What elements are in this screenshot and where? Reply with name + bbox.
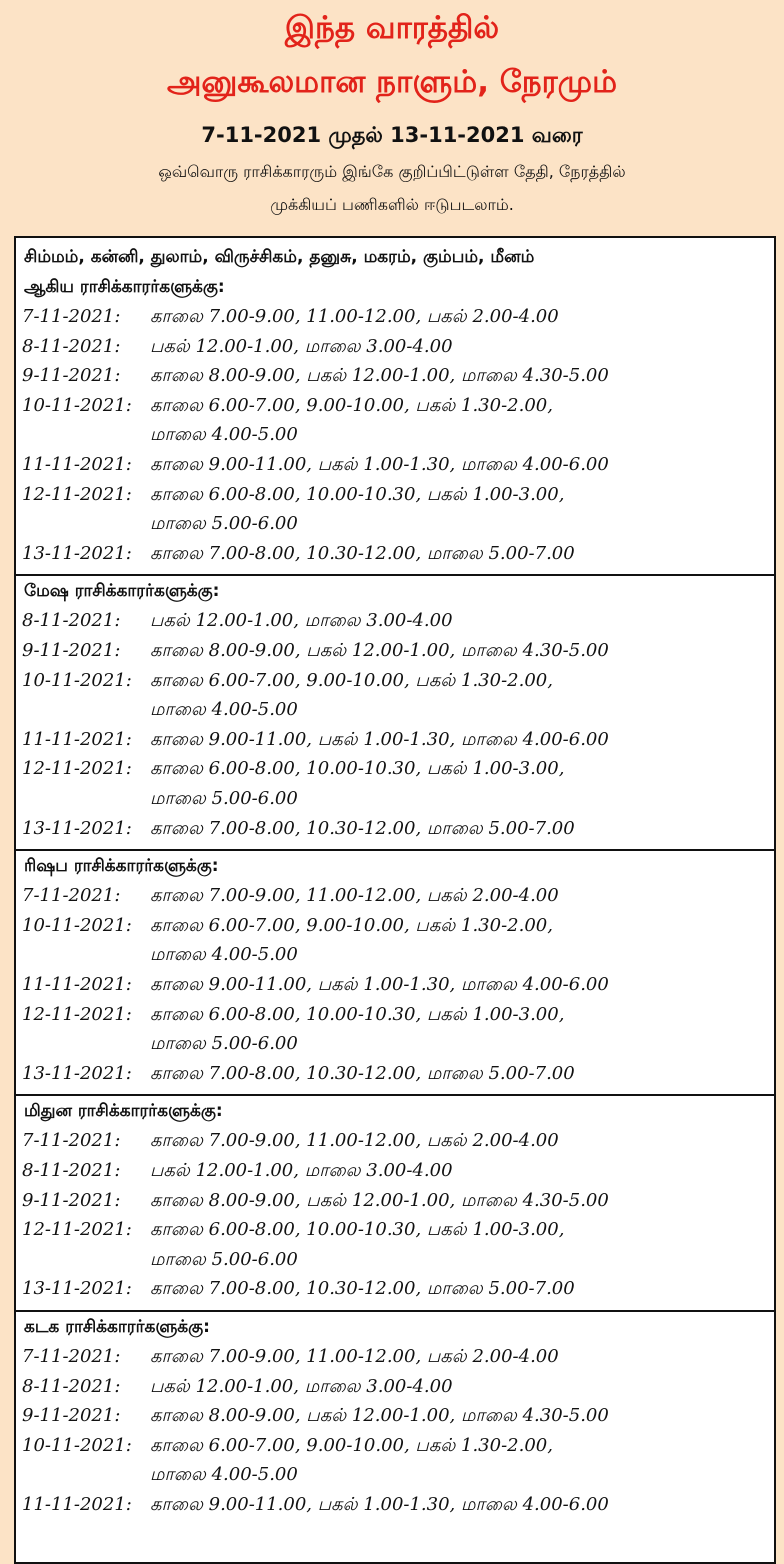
row-times: காலை 6.00-8.00, 10.00-10.30, பகல் 1.00-3.00, <box>150 1003 565 1025</box>
row-times: பகல் 12.00-1.00, மாலை 3.00-4.00 <box>150 1375 453 1397</box>
rasi-section <box>16 1310 774 1526</box>
schedule-row <box>16 1000 774 1030</box>
row-times: காலை 7.00-9.00, 11.00-12.00, பகல் 2.00-4.00 <box>150 1346 559 1367</box>
section-heading: சிம்மம், கன்னி, துலாம், விருச்சிகம், தனுசு, மகரம், கும்பம், மீனம் <box>24 247 535 267</box>
row-times: மாலை 5.00-6.00 <box>150 787 298 809</box>
row-times: காலை 6.00-7.00, 9.00-10.00, பகல் 1.30-2.00, <box>150 394 553 416</box>
rasi-section <box>16 1094 774 1310</box>
row-date: 7-11-2021: <box>22 1346 121 1367</box>
schedule-row <box>16 1029 774 1059</box>
row-times: மாலை 4.00-5.00 <box>150 944 298 966</box>
row-date: 12-11-2021: <box>22 758 132 780</box>
row-date: 10-11-2021: <box>22 914 132 936</box>
row-date: 8-11-2021: <box>22 1375 121 1397</box>
row-times: காலை 8.00-9.00, பகல் 12.00-1.00, மாலை 4.30-5.00 <box>150 1405 609 1427</box>
row-date: 13-11-2021: <box>22 542 132 564</box>
schedule-row <box>16 302 774 332</box>
schedule-row <box>16 695 774 725</box>
row-times: மாலை 4.00-5.00 <box>150 1464 298 1486</box>
title-line-1: இந்த வாரத்தில் <box>284 10 500 46</box>
rasi-section <box>16 574 774 849</box>
row-date: 9-11-2021: <box>22 365 121 387</box>
row-date: 11-11-2021: <box>22 454 132 475</box>
schedule-row <box>16 666 774 696</box>
schedule-row <box>16 911 774 941</box>
row-date: 9-11-2021: <box>22 1189 121 1211</box>
row-date: 7-11-2021: <box>22 306 121 327</box>
row-date: 11-11-2021: <box>22 973 132 995</box>
row-times: காலை 7.00-8.00, 10.30-12.00, மாலை 5.00-7.00 <box>150 817 575 839</box>
row-date: 10-11-2021: <box>22 669 132 691</box>
row-date: 8-11-2021: <box>22 335 121 357</box>
schedule-row <box>16 1490 774 1520</box>
schedule-row <box>16 1372 774 1402</box>
row-times: மாலை 5.00-6.00 <box>150 513 298 535</box>
row-times: காலை 7.00-9.00, 11.00-12.00, பகல் 2.00-4.00 <box>150 1130 559 1152</box>
schedule-row <box>16 509 774 539</box>
row-times: காலை 9.00-11.00, பகல் 1.00-1.30, மாலை 4.00-6.00 <box>150 1494 609 1515</box>
schedule-row <box>16 1215 774 1245</box>
row-times: காலை 6.00-7.00, 9.00-10.00, பகல் 1.30-2.00, <box>150 914 553 936</box>
row-date: 11-11-2021: <box>22 1494 132 1515</box>
row-date: 10-11-2021: <box>22 1434 132 1456</box>
schedule-row <box>16 450 774 480</box>
row-times: காலை 9.00-11.00, பகல் 1.00-1.30, மாலை 4.00-6.00 <box>150 728 609 750</box>
row-times: பகல் 12.00-1.00, மாலை 3.00-4.00 <box>150 335 453 357</box>
schedule-row <box>16 539 774 569</box>
row-date: 8-11-2021: <box>22 610 121 632</box>
schedule-row <box>16 332 774 362</box>
schedule-row <box>16 1460 774 1490</box>
schedule-row <box>16 814 774 844</box>
row-times: காலை 6.00-8.00, 10.00-10.30, பகல் 1.00-3.00, <box>150 758 565 780</box>
row-times: காலை 7.00-9.00, 11.00-12.00, பகல் 2.00-4.00 <box>150 885 559 907</box>
row-times: காலை 6.00-8.00, 10.00-10.30, பகல் 1.00-3.00, <box>150 483 565 505</box>
schedule-row <box>16 881 774 911</box>
row-times: மாலை 5.00-6.00 <box>150 1033 298 1055</box>
rasi-section <box>16 849 774 1094</box>
note-line-1: ஒவ்வொரு ராசிக்காரரும் இங்கே குறிப்பிட்டுள்ள தேதி, நேரத்தில் <box>158 162 626 181</box>
row-times: காலை 6.00-7.00, 9.00-10.00, பகல் 1.30-2.00, <box>150 669 553 691</box>
schedule-row <box>16 1059 774 1089</box>
schedule-box <box>14 236 776 1564</box>
title-line-2: அனுகூலமான நாளும், நேரமும் <box>166 64 618 100</box>
schedule-row <box>16 1245 774 1275</box>
row-times: பகல் 12.00-1.00, மாலை 3.00-4.00 <box>150 610 453 632</box>
row-times: காலை 6.00-8.00, 10.00-10.30, பகல் 1.00-3.00, <box>150 1219 565 1241</box>
row-date: 12-11-2021: <box>22 483 132 505</box>
row-times: காலை 7.00-8.00, 10.30-12.00, மாலை 5.00-7.00 <box>150 542 575 564</box>
section-heading: கடக ராசிக்காரர்களுக்கு: <box>24 1317 210 1337</box>
schedule-row <box>16 1126 774 1156</box>
schedule-row <box>16 391 774 421</box>
row-date: 9-11-2021: <box>22 1405 121 1427</box>
section-heading: ரிஷப ராசிக்காரர்களுக்கு: <box>24 856 219 877</box>
schedule-row <box>16 1156 774 1186</box>
row-times: காலை 9.00-11.00, பகல் 1.00-1.30, மாலை 4.00-6.00 <box>150 973 609 995</box>
row-times: மாலை 5.00-6.00 <box>150 1248 298 1270</box>
schedule-row <box>16 784 774 814</box>
row-times: பகல் 12.00-1.00, மாலை 3.00-4.00 <box>150 1159 453 1181</box>
section-heading-cont: ஆகிய ராசிக்காரர்களுக்கு: <box>24 277 225 297</box>
row-date: 11-11-2021: <box>22 728 132 750</box>
rasi-section <box>16 242 774 574</box>
schedule-row <box>16 1186 774 1216</box>
schedule-row <box>16 606 774 636</box>
row-date: 9-11-2021: <box>22 639 121 661</box>
row-date: 8-11-2021: <box>22 1159 121 1181</box>
page-header <box>0 0 784 234</box>
schedule-row <box>16 725 774 755</box>
schedule-row <box>16 480 774 510</box>
schedule-row <box>16 420 774 450</box>
schedule-row <box>16 940 774 970</box>
schedule-row <box>16 1401 774 1431</box>
section-heading: மிதுன ராசிக்காரர்களுக்கு: <box>24 1101 223 1122</box>
date-range: 7-11-2021 முதல் 13-11-2021 வரை <box>201 123 583 147</box>
row-times: காலை 8.00-9.00, பகல் 12.00-1.00, மாலை 4.30-5.00 <box>150 639 609 661</box>
row-date: 7-11-2021: <box>22 1130 121 1152</box>
note-line-2: முக்கியப் பணிகளில் ஈடுபடலாம். <box>270 195 514 214</box>
row-times: மாலை 4.00-5.00 <box>150 699 298 721</box>
row-times: காலை 6.00-7.00, 9.00-10.00, பகல் 1.30-2.00, <box>150 1434 553 1456</box>
row-times: காலை 7.00-8.00, 10.30-12.00, மாலை 5.00-7.00 <box>150 1062 575 1084</box>
row-date: 12-11-2021: <box>22 1219 132 1241</box>
row-date: 10-11-2021: <box>22 394 132 416</box>
row-times: காலை 7.00-9.00, 11.00-12.00, பகல் 2.00-4.00 <box>150 306 559 327</box>
schedule-row <box>16 361 774 391</box>
schedule-row <box>16 970 774 1000</box>
schedule-row <box>16 754 774 784</box>
row-date: 13-11-2021: <box>22 817 132 839</box>
schedule-row <box>16 1342 774 1372</box>
row-times: காலை 7.00-8.00, 10.30-12.00, மாலை 5.00-7.00 <box>150 1278 575 1300</box>
row-date: 13-11-2021: <box>22 1278 132 1300</box>
section-heading: மேஷ ராசிக்காரர்களுக்கு: <box>24 581 220 602</box>
row-times: காலை 9.00-11.00, பகல் 1.00-1.30, மாலை 4.00-6.00 <box>150 454 609 475</box>
schedule-row <box>16 1431 774 1461</box>
schedule-row <box>16 636 774 666</box>
row-date: 13-11-2021: <box>22 1062 132 1084</box>
row-times: மாலை 4.00-5.00 <box>150 424 298 446</box>
row-times: காலை 8.00-9.00, பகல் 12.00-1.00, மாலை 4.30-5.00 <box>150 365 609 387</box>
row-date: 7-11-2021: <box>22 885 121 907</box>
row-times: காலை 8.00-9.00, பகல் 12.00-1.00, மாலை 4.30-5.00 <box>150 1189 609 1211</box>
row-date: 12-11-2021: <box>22 1003 132 1025</box>
schedule-row <box>16 1274 774 1304</box>
